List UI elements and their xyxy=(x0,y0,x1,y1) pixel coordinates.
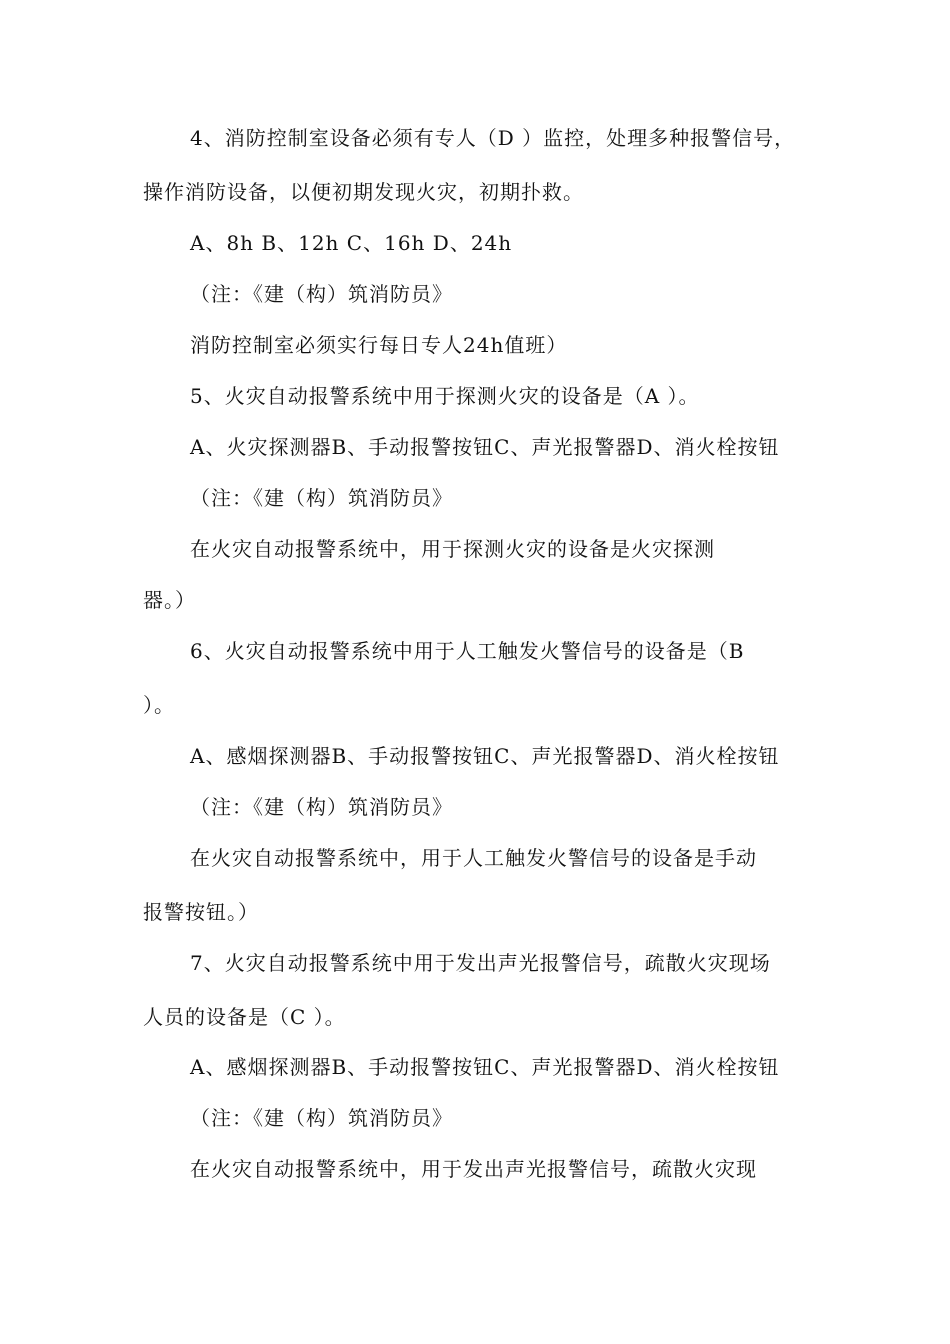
question-7-options: A、感烟探测器B、手动报警按钮C、声光报警器D、消火栓按钮 xyxy=(190,1055,780,1079)
question-5-options: A、火灾探测器B、手动报警按钮C、声光报警器D、消火栓按钮 xyxy=(190,435,780,459)
question-4-line-2: 操作消防设备，以便初期发现火灾，初期扑救。 xyxy=(143,180,584,204)
question-6-options: A、感烟探测器B、手动报警按钮C、声光报警器D、消火栓按钮 xyxy=(190,744,780,768)
question-6-line-2: ）。 xyxy=(143,693,175,717)
question-4-note-text: 消防控制室必须实行每日专人24h值班） xyxy=(190,333,568,357)
question-6-line-1: 6、火灾自动报警系统中用于人工触发火警信号的设备是（B xyxy=(190,639,745,663)
question-5-line-1: 5、火灾自动报警系统中用于探测火灾的设备是（A ）。 xyxy=(190,384,700,408)
question-7-note-text-1: 在火灾自动报警系统中，用于发出声光报警信号，疏散火灾现 xyxy=(190,1157,757,1181)
question-5-note-text-2: 器。） xyxy=(143,588,196,612)
question-4-note-source: （注：《建（构）筑消防员》 xyxy=(190,282,453,306)
question-6-note-text-2: 报警按钮。） xyxy=(143,900,259,924)
question-7-note-source: （注：《建（构）筑消防员》 xyxy=(190,1106,453,1130)
question-7-line-2: 人员的设备是（C ）。 xyxy=(143,1005,346,1029)
question-6-note-source: （注：《建（构）筑消防员》 xyxy=(190,795,453,819)
question-5-note-source: （注：《建（构）筑消防员》 xyxy=(190,486,453,510)
question-6-note-text-1: 在火灾自动报警系统中，用于人工触发火警信号的设备是手动 xyxy=(190,846,757,870)
question-4-options: A、8h B、12h C、16h D、24h xyxy=(190,231,513,255)
question-4-line-1: 4、消防控制室设备必须有专人（D ）监控，处理多种报警信号， xyxy=(190,126,796,150)
question-5-note-text-1: 在火灾自动报警系统中，用于探测火灾的设备是火灾探测 xyxy=(190,537,715,561)
question-7-line-1: 7、火灾自动报警系统中用于发出声光报警信号，疏散火灾现场 xyxy=(190,951,771,975)
